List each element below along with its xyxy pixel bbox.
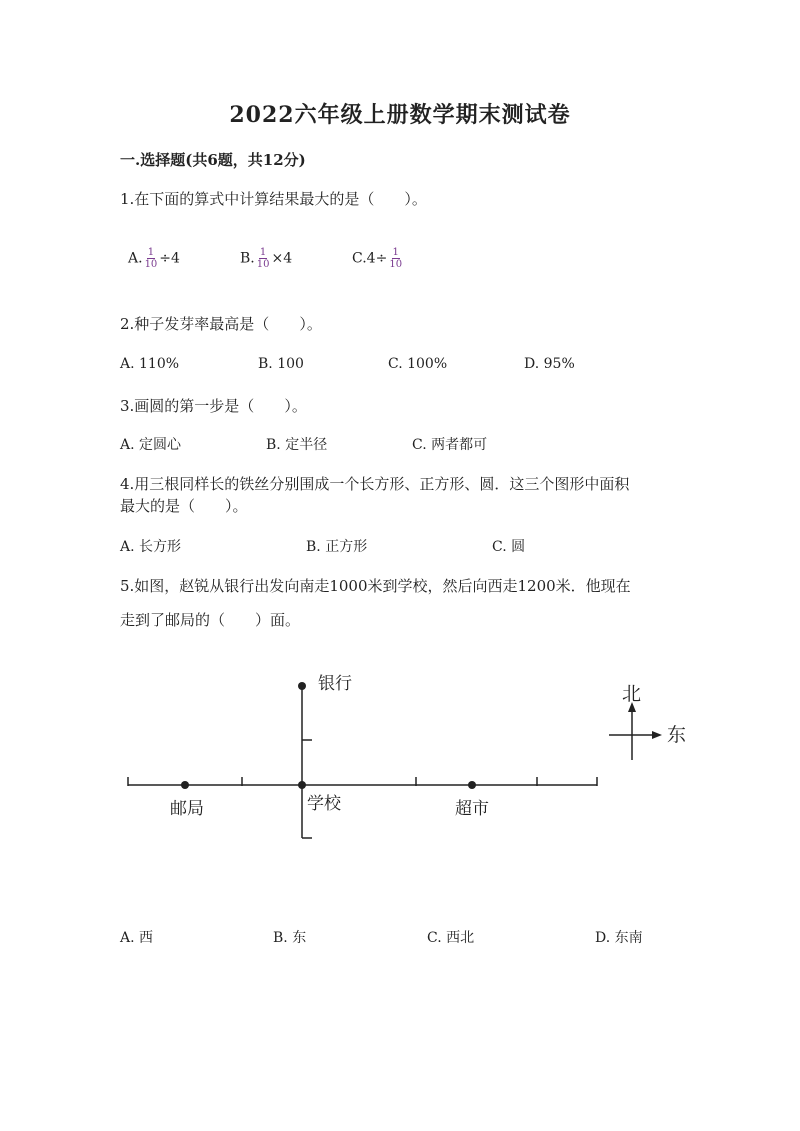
bank-label: 银行 <box>318 674 352 694</box>
q2-option-c: C. 100% <box>388 356 448 372</box>
option-letter: B. <box>240 250 255 267</box>
question-5-line-2: 走到了邮局的（ ）面。 <box>120 611 301 629</box>
supermarket-point <box>468 781 476 789</box>
fraction: $\frac{1}{10}$ <box>389 247 403 270</box>
q4-option-a: A. 长方形 <box>120 539 182 555</box>
question-4-line-1: 4.用三根同样长的铁丝分别围成一个长方形、正方形、圆．这三个图形中面积 <box>120 475 630 493</box>
fraction: $\frac{1}{10}$ <box>256 247 270 270</box>
question-1-text: 1.在下面的算式中计算结果最大的是（ ）。 <box>120 190 427 208</box>
question-5-line-1: 5.如图，赵锐从银行出发向南走1000米到学校，然后向西走1200米．他现在 <box>120 577 631 595</box>
bank-point <box>298 682 306 690</box>
school-label: 学校 <box>307 794 341 814</box>
q2-option-a: A. 110% <box>120 356 180 372</box>
supermarket-label: 超市 <box>455 799 489 819</box>
east-label: 东 <box>667 724 687 746</box>
q2-option-d: D. 95% <box>524 356 575 372</box>
q1-option-a: A. $\frac{1}{10}$ ÷4 <box>128 247 180 270</box>
post-office-point <box>181 781 189 789</box>
q5-option-b: B. 东 <box>273 930 307 946</box>
option-letter: A. <box>128 250 143 267</box>
q5-option-a: A. 西 <box>120 930 154 946</box>
school-point <box>298 781 306 789</box>
q5-option-d: D. 东南 <box>595 930 643 946</box>
option-letter: C. <box>352 250 367 267</box>
q1-option-b: B. $\frac{1}{10}$ ×4 <box>240 247 293 270</box>
fraction: $\frac{1}{10}$ <box>144 247 158 270</box>
east-arrow-icon <box>652 731 662 739</box>
q3-option-b: B. 定半径 <box>266 437 328 453</box>
q1-option-c: C.4÷ $\frac{1}{10}$ <box>352 247 403 270</box>
q4-option-c: C. 圆 <box>492 539 526 555</box>
north-label: 北 <box>622 683 642 705</box>
post-office-label: 邮局 <box>170 799 204 819</box>
question-2-text: 2.种子发芽率最高是（ ）。 <box>120 315 322 333</box>
section-heading: 一.选择题(共6题，共12分) <box>120 151 306 169</box>
q5-option-c: C. 西北 <box>427 930 475 946</box>
q4-option-b: B. 正方形 <box>306 539 368 555</box>
question-4-line-2: 最大的是（ ）。 <box>120 497 248 515</box>
q2-option-b: B. 100 <box>258 356 304 372</box>
q3-option-a: A. 定圆心 <box>120 437 182 453</box>
q3-option-c: C. 两者都可 <box>412 437 488 453</box>
question-3-text: 3.画圆的第一步是（ ）。 <box>120 397 307 415</box>
page-title: 2022六年级上册数学期末测试卷 <box>229 102 571 128</box>
